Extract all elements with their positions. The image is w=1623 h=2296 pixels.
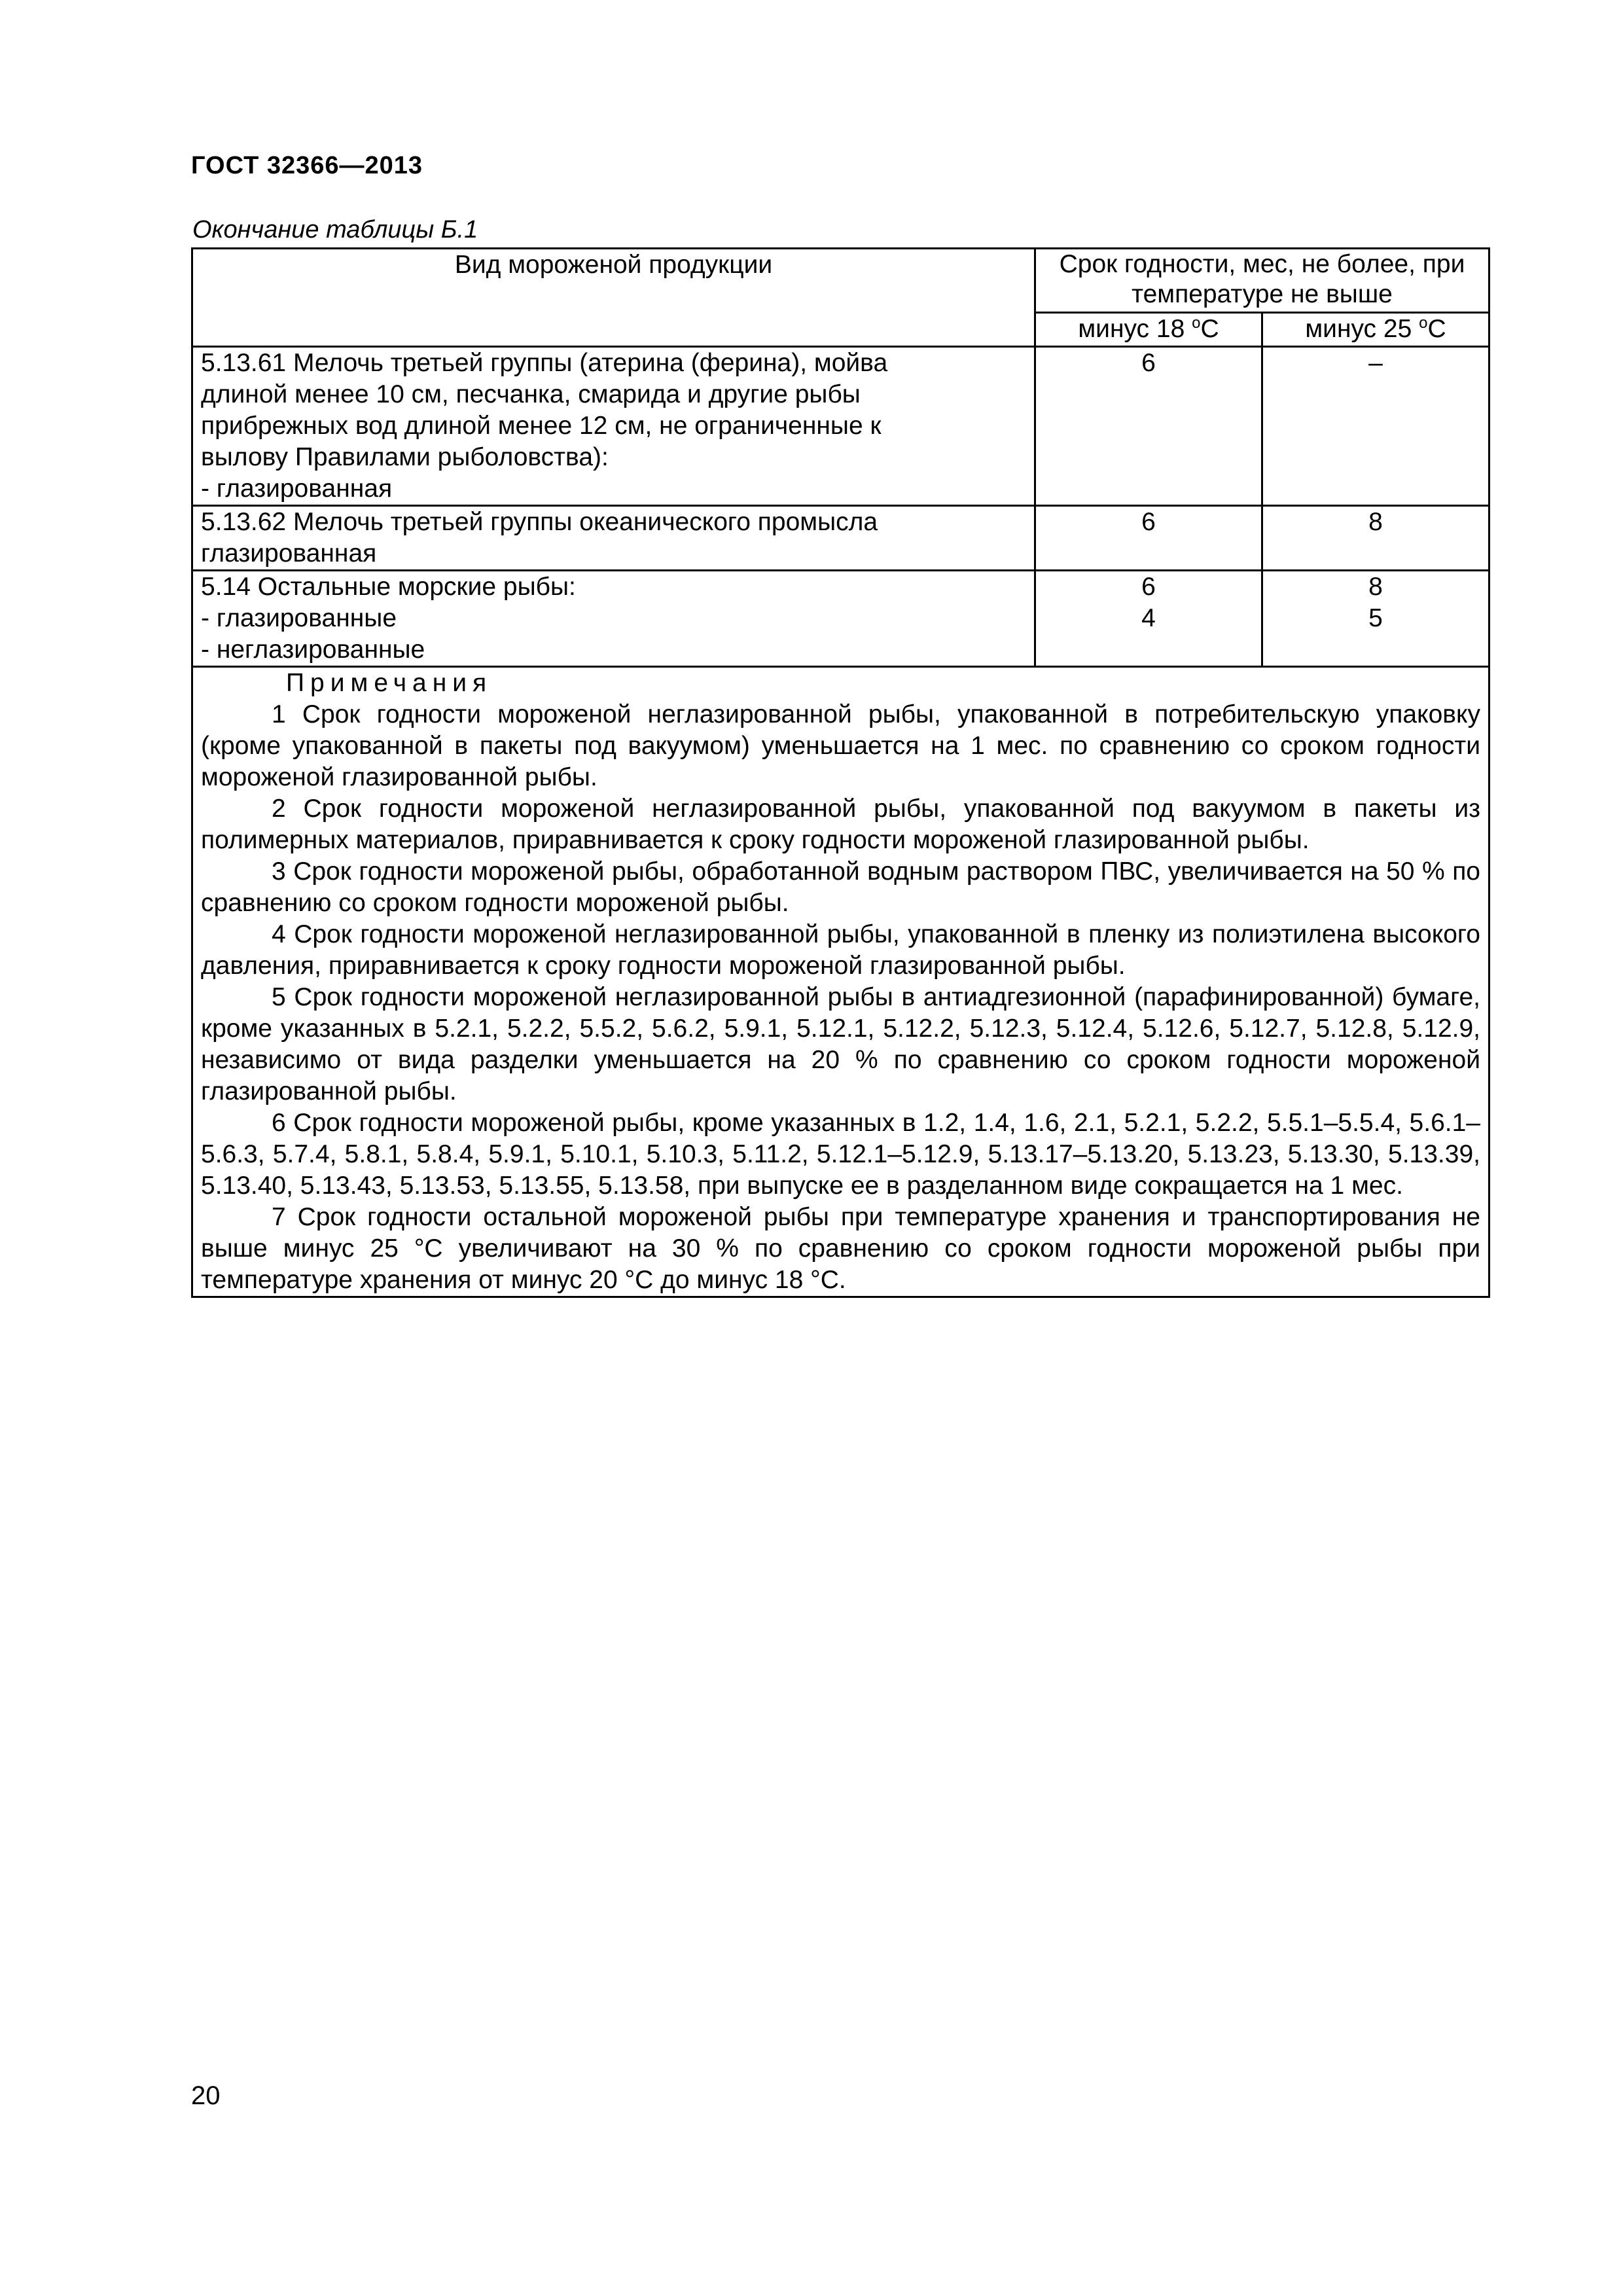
note-item: 7 Срок годности остальной мороженой рыбы при температуре хранения и транспортирования не выше минус 25 °С увеличивают на 30 % по сравнению со сроком годности мороженой рыбы при температуре хранения от минус 20 °С до минус 18 °С. (201, 1203, 1480, 1294)
product-cell (192, 347, 1035, 506)
product-line: длиной менее 10 см, песчанка, смарида и другие рыбы (201, 380, 861, 408)
degree-mark: o (1192, 314, 1201, 332)
notes-title: Примечания (286, 669, 493, 697)
product-line: вылову Правилами рыболовства): (201, 443, 609, 471)
product-line: - глазированная (201, 475, 393, 503)
value-minus-18 (1035, 506, 1262, 571)
table-row (192, 347, 1489, 506)
product-line: глазированная (201, 539, 377, 567)
table-caption: Окончание таблицы Б.1 (192, 216, 478, 243)
notes-list (201, 699, 1480, 1296)
product-line: 5.13.62 Мелочь третьей группы океанического промысла (201, 508, 878, 536)
degree-mark: o (1419, 314, 1428, 332)
value-minus-18 (1035, 347, 1262, 506)
header-shelf-life: Срок годности, мес, не более, при температуре не выше (1035, 249, 1489, 313)
note-item: 3 Срок годности мороженой рыбы, обработанной водным раствором ПВС, увеличивается на 50 % по сравнению со сроком годности мороженой рыбы. (201, 857, 1480, 917)
product-cell (192, 571, 1035, 667)
document-number: ГОСТ 32366—2013 (191, 152, 423, 179)
note-item: 5 Срок годности мороженой неглазированной рыбы в антиадгезионной (парафинированной) бумаге, кроме указанных в 5.2.1, 5.2.2, 5.5.2, 5.6.2, 5.9.1, 5.12.1, 5.12.2, 5.12.3, 5.12.4, 5.12.6, 5.12.7, 5.12.8, 5.12.9, независимо от вида разделки уменьшается на 20 % по сравнению со сроком годности мороженой глазированной рыбы. (201, 983, 1480, 1105)
header-temp-minus-25 (1262, 313, 1489, 347)
value-minus-25 (1262, 571, 1489, 667)
value-line: 8 (1368, 573, 1383, 601)
header-temp-minus-18 (1035, 313, 1262, 347)
value-line: 6 (1141, 349, 1156, 377)
temp2-label: минус 25 (1305, 315, 1419, 343)
value-line: 4 (1141, 604, 1156, 632)
value-line: 6 (1141, 508, 1156, 536)
temp2-unit: С (1427, 315, 1446, 343)
value-line: 8 (1368, 508, 1383, 536)
value-minus-18 (1035, 571, 1262, 667)
product-cell (192, 506, 1035, 571)
value-line: – (1368, 349, 1383, 377)
product-line: 5.13.61 Мелочь третьей группы (атерина (ферина), мойва (201, 349, 888, 377)
table-row (192, 506, 1489, 571)
note-item: 1 Срок годности мороженой неглазированной рыбы, упакованной в потребительскую упаковку (кроме упакованной в пакеты под вакуумом) уменьшается на 1 мес. по сравнению со сроком годности мороженой глазированной рыбы. (201, 700, 1480, 791)
product-line: - глазированные (201, 604, 397, 632)
product-line: прибрежных вод длиной менее 12 см, не ограниченные к (201, 412, 882, 440)
shelf-life-table (191, 247, 1490, 1298)
temp1-unit: С (1200, 315, 1219, 343)
value-line: 6 (1141, 573, 1156, 601)
temp1-label: минус 18 (1078, 315, 1192, 343)
header-product-type: Вид мороженой продукции (192, 249, 1035, 347)
product-line: - неглазированные (201, 636, 425, 664)
product-line: 5.14 Остальные морские рыбы: (201, 573, 576, 601)
page-number: 20 (191, 2081, 221, 2110)
value-minus-25 (1262, 506, 1489, 571)
note-item: 6 Срок годности мороженой рыбы, кроме указанных в 1.2, 1.4, 1.6, 2.1, 5.2.1, 5.2.2, 5.5.1–5.5.4, 5.6.1–5.6.3, 5.7.4, 5.8.1, 5.8.4, 5.9.1, 5.10.1, 5.10.3, 5.11.2, 5.12.1–5.12.9, 5.13.17–5.13.20, 5.13.23, 5.13.30, 5.13.39, 5.13.40, 5.13.43, 5.13.53, 5.13.55, 5.13.58, при выпуске ее в разделанном виде сокращается на 1 мес. (201, 1109, 1480, 1200)
table-row (192, 571, 1489, 667)
table-body (192, 347, 1489, 667)
note-item: 4 Срок годности мороженой неглазированной рыбы, упакованной в пленку из полиэтилена высокого давления, приравнивается к сроку годности мороженой глазированной рыбы. (201, 920, 1480, 980)
value-line: 5 (1368, 604, 1383, 632)
note-item: 2 Срок годности мороженой неглазированной рыбы, упакованной под вакуумом в пакеты из полимерных материалов, приравнивается к сроку годности мороженой глазированной рыбы. (201, 795, 1480, 854)
value-minus-25 (1262, 347, 1489, 506)
notes-cell (192, 667, 1489, 1297)
